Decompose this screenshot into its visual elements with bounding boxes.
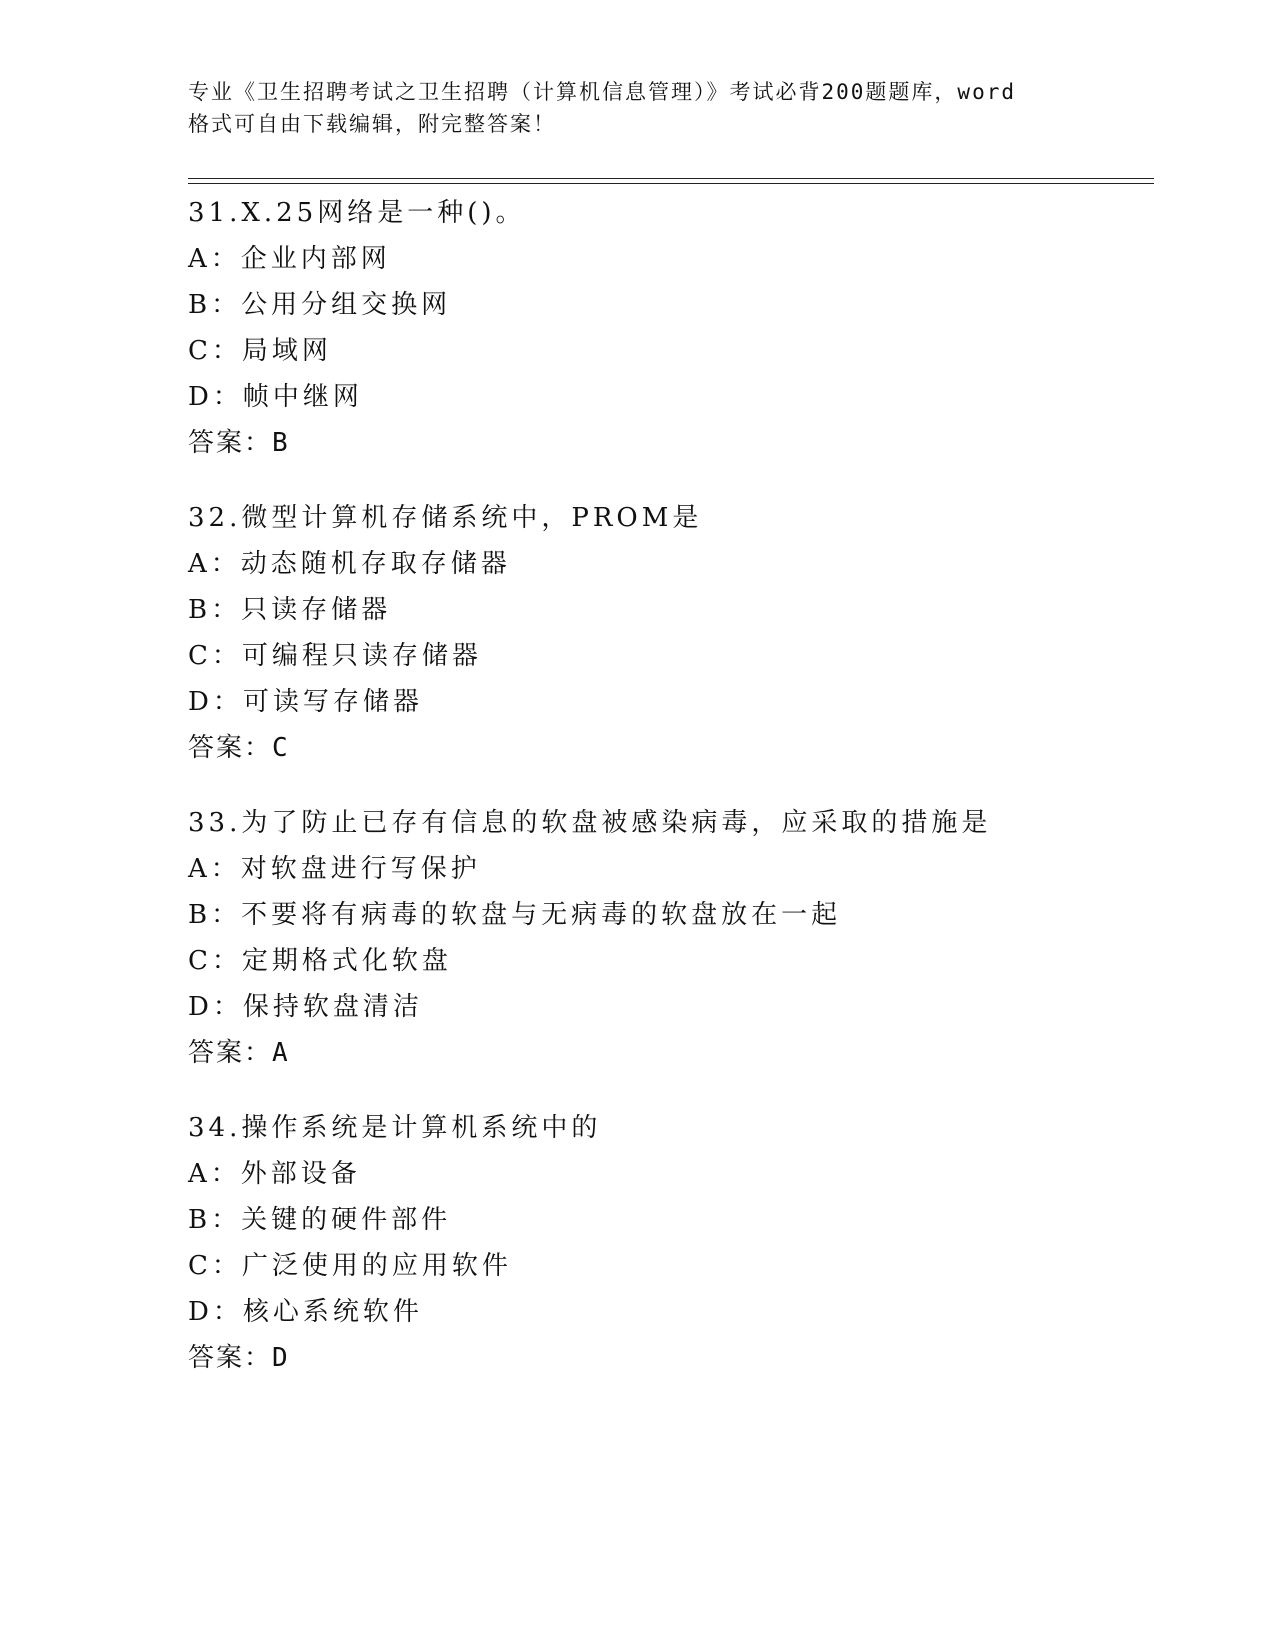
option-a: A：企业内部网 [188, 244, 391, 274]
answer-line [188, 725, 1148, 771]
question-stem: 34.操作系统是计算机系统中的 [188, 1113, 602, 1143]
option-c: C：局域网 [188, 336, 332, 366]
answer-value: C [272, 733, 290, 763]
answer-label: 答案： [188, 1343, 273, 1373]
question-stem: 31.X.25网络是一种()。 [188, 198, 526, 228]
header-divider-bottom [188, 183, 1154, 184]
option-d: D：可读写存储器 [188, 687, 423, 717]
option-c: C：可编程只读存储器 [188, 641, 482, 671]
option-b: B：关键的硬件部件 [188, 1205, 452, 1235]
header-divider-top [188, 178, 1154, 179]
answer-label: 答案： [188, 733, 273, 763]
option-b: B：不要将有病毒的软盘与无病毒的软盘放在一起 [188, 900, 842, 930]
option-c: C：广泛使用的应用软件 [188, 1251, 512, 1281]
answer-line [188, 1030, 1148, 1076]
answer-label: 答案： [188, 1038, 273, 1068]
option-d: D：帧中继网 [188, 382, 363, 412]
header-line-2: 格式可自由下载编辑，附完整答案！ [188, 112, 556, 136]
question-stem: 32.微型计算机存储系统中，PROM是 [188, 503, 703, 533]
option-a: A：动态随机存取存储器 [188, 549, 511, 579]
option-a: A：外部设备 [188, 1159, 361, 1189]
option-b: B：只读存储器 [188, 595, 392, 625]
answer-value: A [272, 1038, 290, 1068]
answer-value: D [272, 1343, 290, 1373]
question-34 [188, 1105, 1148, 1381]
option-d: D：核心系统软件 [188, 1297, 423, 1327]
question-33 [188, 800, 1148, 1076]
answer-label: 答案： [188, 428, 273, 458]
answer-line [188, 1335, 1148, 1381]
option-c: C：定期格式化软盘 [188, 946, 452, 976]
question-stem: 33.为了防止已存有信息的软盘被感染病毒，应采取的措施是 [188, 808, 992, 838]
answer-line [188, 420, 1148, 466]
option-a: A：对软盘进行写保护 [188, 854, 481, 884]
question-31 [188, 190, 1148, 466]
option-d: D：保持软盘清洁 [188, 992, 423, 1022]
document-header [188, 76, 1088, 140]
header-line-1: 专业《卫生招聘考试之卫生招聘（计算机信息管理）》考试必背200题题库，word [188, 80, 1016, 104]
question-32 [188, 495, 1148, 771]
option-b: B：公用分组交换网 [188, 290, 452, 320]
answer-value: B [272, 428, 290, 458]
